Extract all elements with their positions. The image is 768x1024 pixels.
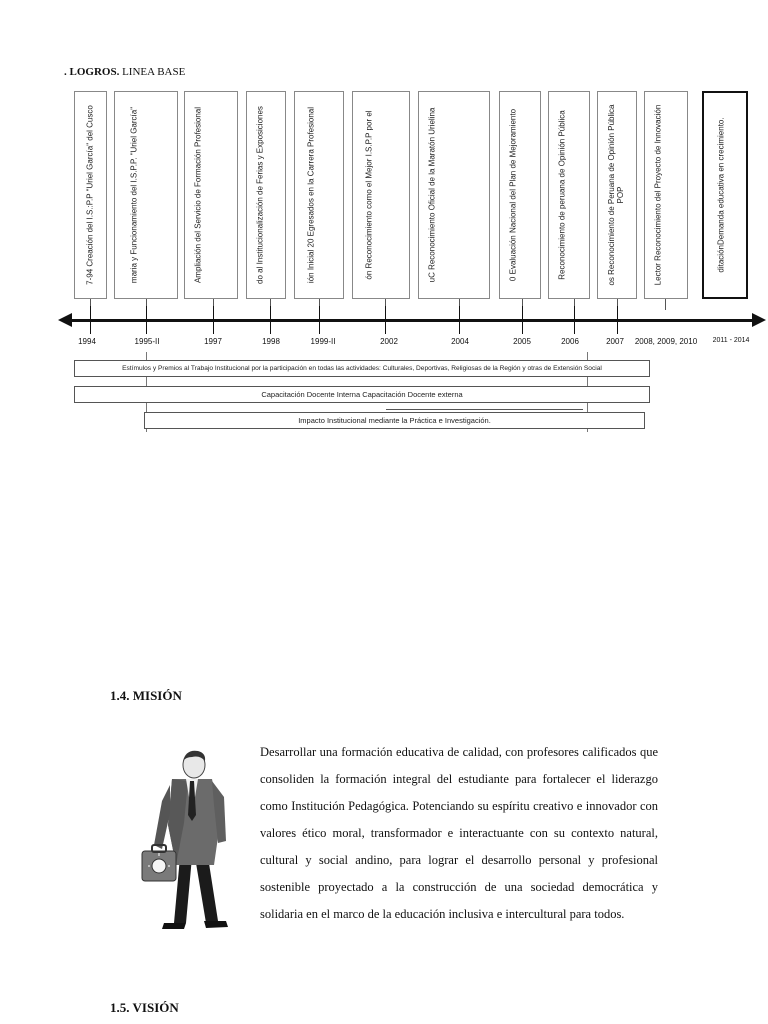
mision-text: Desarrollar una formación educativa de calidad, con profesores calificados que consoliden la formación integral del estudiante para fortalecer el liderazgo como Institución Pedagógica. Potenciando su espíritu creativo e innovador con valores ético moral, transformador e interactuante con su contexto natural, cultural y social andino, para lograr el desarrollo personal y profesional sostenible proyectado a la construcción de una sociedad democrática y solidaria en el marco de la educación inclusiva e intercultural para todos. bbox=[260, 745, 658, 921]
year-label: 1994 bbox=[78, 337, 96, 346]
event-text: uC Reconocimiento Oficial de la Maratón Urielina bbox=[427, 107, 437, 283]
year-label: 2005 bbox=[513, 337, 531, 346]
event-box-2011-2014 bbox=[702, 91, 748, 299]
event-text: 0 Evaluación Nacional del Plan de Mejoramiento bbox=[508, 108, 518, 282]
axis-tick bbox=[146, 306, 147, 334]
vision-heading: 1.5. VISIÓN bbox=[110, 1000, 179, 1015]
event-box-2006 bbox=[548, 91, 590, 299]
axis-tick bbox=[522, 306, 523, 334]
band-divider bbox=[386, 409, 583, 410]
year-label: 2006 bbox=[561, 337, 579, 346]
event-box-1997 bbox=[184, 91, 238, 299]
event-text: maria y Funcionamiento del I.S.P.P. "Uriel García" bbox=[129, 106, 139, 284]
event-box-1998 bbox=[246, 91, 286, 299]
section-title-rest: LINEA BASE bbox=[119, 66, 186, 78]
section-title bbox=[64, 66, 185, 78]
mision-heading: 1.4. MISIÓN bbox=[110, 688, 182, 703]
businessman-with-briefcase-icon bbox=[140, 745, 250, 935]
event-box-1994 bbox=[74, 91, 107, 299]
axis-tick bbox=[459, 306, 460, 334]
band-capacitacion: Capacitación Docente Interna Capacitación Docente externa bbox=[74, 386, 650, 403]
band-impacto: Impacto Institucional mediante la Práctica e Investigación. bbox=[144, 412, 645, 429]
event-box-2002 bbox=[352, 91, 410, 299]
band-estimulos: Estímulos y Premios al Trabajo Institucional por la participación en todas las actividades: Culturales, Deportivas, Religiosas de la Región y otras de Extensión Social bbox=[74, 360, 650, 377]
timeline-axis bbox=[68, 319, 754, 322]
axis-tick bbox=[90, 306, 91, 334]
event-text: ón Reconocimiento como el Mejor I.S.P.P por el bbox=[364, 110, 374, 280]
event-box-2004 bbox=[418, 91, 490, 299]
event-text: Lector Reconocimiento del Proyecto de Innovación bbox=[653, 104, 663, 286]
year-label: 1995-II bbox=[134, 337, 160, 346]
year-label: 2004 bbox=[451, 337, 469, 346]
event-text: Reconocimiento de peruana de Opinión Pública bbox=[557, 110, 567, 280]
event-text: 7-94 Creación del I.S.:P.P "Uriel García" del Cusco bbox=[85, 105, 95, 285]
event-box-2008-2010 bbox=[644, 91, 688, 299]
year-label: 2002 bbox=[380, 337, 398, 346]
year-label: 2008, 2009, 2010 bbox=[634, 337, 698, 346]
event-box-2005 bbox=[499, 91, 541, 299]
axis-tick bbox=[574, 306, 575, 334]
event-text: ditaciónDemanda educativa en crecimiento. bbox=[716, 117, 726, 273]
event-box-2007 bbox=[597, 91, 637, 299]
event-text: ión Inicial 20 Egresados en la Carrera Profesional bbox=[306, 106, 316, 284]
event-text: os Reconocimiento de Peruana de Opinión Pública POP bbox=[607, 104, 625, 286]
axis-tick bbox=[617, 306, 618, 334]
connector bbox=[665, 299, 666, 310]
year-label: 2007 bbox=[606, 337, 624, 346]
axis-tick bbox=[213, 306, 214, 334]
event-box-1999 bbox=[294, 91, 344, 299]
axis-tick bbox=[385, 306, 386, 334]
section-title-prefix: . LOGROS. bbox=[64, 66, 120, 78]
year-label: 1999-II bbox=[310, 337, 336, 346]
axis-arrow-right-icon bbox=[752, 313, 766, 327]
event-box-1995 bbox=[114, 91, 178, 299]
year-label: 1998 bbox=[262, 337, 280, 346]
event-text: do al Institucionalización de Ferias y Exposiciones bbox=[255, 106, 265, 284]
axis-tick bbox=[319, 306, 320, 334]
event-text: Ampliación del Servicio de Formación Profesional bbox=[193, 106, 203, 284]
year-label: 1997 bbox=[204, 337, 222, 346]
year-label: 2011 - 2014 bbox=[712, 337, 750, 344]
axis-tick bbox=[270, 306, 271, 334]
